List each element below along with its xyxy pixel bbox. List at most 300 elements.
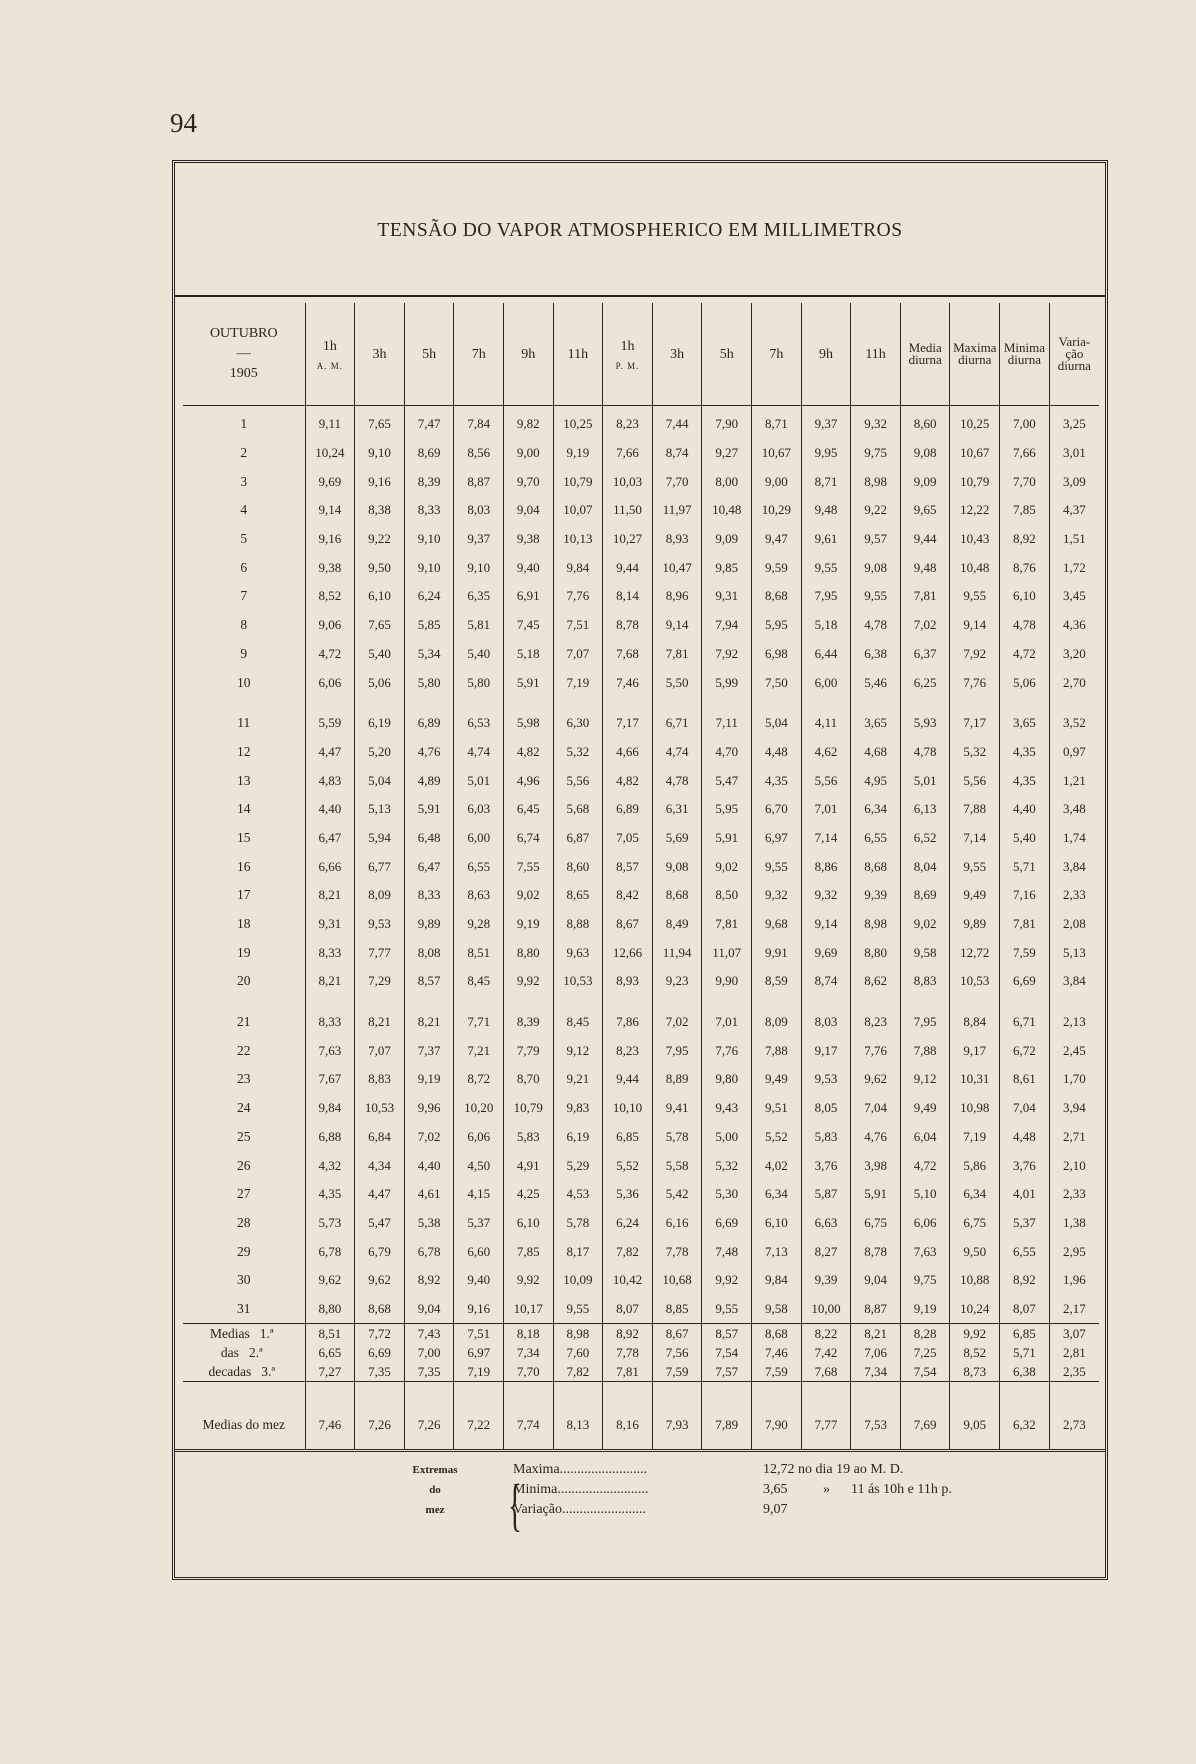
mez-value-cell: 8,16 xyxy=(603,1382,653,1451)
value-cell: 5,06 xyxy=(355,668,405,697)
value-cell: 7,68 xyxy=(603,640,653,669)
value-cell: 5,20 xyxy=(355,738,405,767)
value-cell: 11,07 xyxy=(702,938,752,967)
value-cell: 2,70 xyxy=(1049,668,1099,697)
day-cell: 24 xyxy=(237,1100,251,1116)
value-cell: 5,32 xyxy=(702,1151,752,1180)
value-cell: 8,71 xyxy=(801,467,851,496)
day-cell: 17 xyxy=(237,887,251,903)
value-cell: 9,92 xyxy=(504,967,554,996)
day-cell: 7 xyxy=(240,588,248,604)
value-cell: 9,83 xyxy=(553,1094,603,1123)
value-cell: 10,48 xyxy=(702,496,752,525)
value-cell: 4,72 xyxy=(1000,640,1050,669)
value-cell: 4,50 xyxy=(454,1151,504,1180)
maxima-value: 12,72 no dia 19 ao M. D. xyxy=(763,1462,904,1477)
value-cell: 8,17 xyxy=(553,1237,603,1266)
value-cell: 8,80 xyxy=(504,938,554,967)
value-cell: 9,08 xyxy=(900,439,950,468)
value-cell: 9,12 xyxy=(900,1065,950,1094)
value-cell: 9,04 xyxy=(504,496,554,525)
value-cell: 4,37 xyxy=(1049,496,1099,525)
value-cell: 4,40 xyxy=(305,795,355,824)
value-cell: 6,71 xyxy=(1000,996,1050,1037)
value-cell: 7,14 xyxy=(801,824,851,853)
value-cell: 6,19 xyxy=(553,1123,603,1152)
maxima-line xyxy=(513,1462,647,1478)
value-cell: 5,95 xyxy=(702,795,752,824)
value-cell: 9,41 xyxy=(652,1094,702,1123)
value-cell: 4,47 xyxy=(305,738,355,767)
value-cell: 8,74 xyxy=(652,439,702,468)
value-cell: 4,02 xyxy=(752,1151,802,1180)
value-cell: 9,00 xyxy=(752,467,802,496)
day-cell: 28 xyxy=(237,1214,251,1230)
value-cell: 6,04 xyxy=(900,1123,950,1152)
value-cell: 6,48 xyxy=(404,824,454,853)
value-cell: 9,38 xyxy=(305,553,355,582)
value-cell: 9,16 xyxy=(305,525,355,554)
value-cell: 7,63 xyxy=(305,1036,355,1065)
value-cell: 10,25 xyxy=(950,406,1000,439)
value-cell: 4,96 xyxy=(504,766,554,795)
value-cell: 5,01 xyxy=(900,766,950,795)
hour-label: 7h xyxy=(471,346,486,362)
value-cell: 9,02 xyxy=(702,852,752,881)
value-cell: 6,35 xyxy=(454,582,504,611)
value-cell: 9,17 xyxy=(950,1036,1000,1065)
value-cell: 9,00 xyxy=(504,439,554,468)
decada-value-cell: 7,34 xyxy=(504,1343,554,1362)
value-cell: 7,92 xyxy=(702,640,752,669)
value-cell: 8,78 xyxy=(851,1237,901,1266)
mez-value-cell: 7,26 xyxy=(404,1382,454,1451)
value-cell: 8,69 xyxy=(900,881,950,910)
value-cell: 6,75 xyxy=(851,1209,901,1238)
value-cell: 8,92 xyxy=(404,1266,454,1295)
value-cell: 6,78 xyxy=(305,1237,355,1266)
mez-value-cell: 9,05 xyxy=(950,1382,1000,1451)
value-cell: 8,57 xyxy=(603,852,653,881)
table-row xyxy=(183,553,1099,582)
value-cell: 5,06 xyxy=(1000,668,1050,697)
value-cell: 7,05 xyxy=(603,824,653,853)
value-cell: 2,45 xyxy=(1049,1036,1099,1065)
value-cell: 10,48 xyxy=(950,553,1000,582)
mez-value-cell: 7,77 xyxy=(801,1382,851,1451)
decada-label: Medias xyxy=(209,1326,250,1342)
value-cell: 6,34 xyxy=(950,1180,1000,1209)
value-cell: 6,25 xyxy=(900,668,950,697)
value-cell: 9,49 xyxy=(950,881,1000,910)
decada-value-cell: 6,97 xyxy=(454,1343,504,1362)
value-cell: 10,43 xyxy=(950,525,1000,554)
value-cell: 7,81 xyxy=(652,640,702,669)
hour-label: 3h xyxy=(372,346,387,362)
value-cell: 6,55 xyxy=(851,824,901,853)
decada-label-cell xyxy=(183,1324,305,1344)
value-cell: 6,71 xyxy=(652,697,702,738)
day-cell: 1 xyxy=(240,416,248,432)
value-cell: 5,42 xyxy=(652,1180,702,1209)
value-cell: 5,38 xyxy=(404,1209,454,1238)
value-cell: 7,13 xyxy=(752,1237,802,1266)
value-cell: 4,76 xyxy=(404,738,454,767)
extremas-section xyxy=(175,1449,1105,1582)
value-cell: 9,27 xyxy=(702,439,752,468)
value-cell: 5,56 xyxy=(801,766,851,795)
value-cell: 4,48 xyxy=(752,738,802,767)
table-row xyxy=(183,525,1099,554)
value-cell: 8,61 xyxy=(1000,1065,1050,1094)
value-cell: 3,48 xyxy=(1049,795,1099,824)
value-cell: 6,89 xyxy=(404,697,454,738)
value-cell: 7,81 xyxy=(1000,910,1050,939)
value-cell: 6,24 xyxy=(404,582,454,611)
value-cell: 9,08 xyxy=(652,852,702,881)
mez-value-cell: 7,53 xyxy=(851,1382,901,1451)
hour-label: 9h xyxy=(521,346,536,362)
value-cell: 10,07 xyxy=(553,496,603,525)
value-cell: 9,57 xyxy=(851,525,901,554)
decada-value-cell: 8,73 xyxy=(950,1362,1000,1382)
value-cell: 9,10 xyxy=(454,553,504,582)
value-cell: 7,21 xyxy=(454,1036,504,1065)
value-cell: 7,70 xyxy=(652,467,702,496)
value-cell: 3,09 xyxy=(1049,467,1099,496)
value-cell: 9,22 xyxy=(355,525,405,554)
value-cell: 5,80 xyxy=(404,668,454,697)
hour-header xyxy=(404,303,454,406)
value-cell: 8,33 xyxy=(404,496,454,525)
value-cell: 5,80 xyxy=(454,668,504,697)
value-cell: 6,91 xyxy=(504,582,554,611)
table-title: TENSÃO DO VAPOR ATMOSPHERICO EM MILLIMETROS xyxy=(377,220,903,241)
value-cell: 9,14 xyxy=(305,496,355,525)
value-cell: 7,50 xyxy=(752,668,802,697)
value-cell: 7,07 xyxy=(355,1036,405,1065)
value-cell: 3,94 xyxy=(1049,1094,1099,1123)
value-cell: 8,00 xyxy=(702,467,752,496)
value-cell: 1,74 xyxy=(1049,824,1099,853)
decada-value-cell: 8,68 xyxy=(752,1324,802,1344)
decada-value-cell: 7,00 xyxy=(404,1343,454,1362)
day-cell: 23 xyxy=(237,1071,251,1087)
value-cell: 2,08 xyxy=(1049,910,1099,939)
value-cell: 7,01 xyxy=(702,996,752,1037)
table-row xyxy=(183,1237,1099,1266)
value-cell: 9,84 xyxy=(553,553,603,582)
value-cell: 4,83 xyxy=(305,766,355,795)
value-cell: 9,02 xyxy=(504,881,554,910)
value-cell: 7,45 xyxy=(504,611,554,640)
value-cell: 9,12 xyxy=(553,1036,603,1065)
value-cell: 8,65 xyxy=(553,881,603,910)
value-cell: 4,78 xyxy=(900,738,950,767)
table-row xyxy=(183,1180,1099,1209)
value-cell: 8,03 xyxy=(454,496,504,525)
value-cell: 6,00 xyxy=(454,824,504,853)
value-cell: 6,10 xyxy=(355,582,405,611)
value-cell: 5,13 xyxy=(355,795,405,824)
value-cell: 7,14 xyxy=(950,824,1000,853)
value-cell: 8,76 xyxy=(1000,553,1050,582)
mez-value-cell: 7,89 xyxy=(702,1382,752,1451)
value-cell: 5,86 xyxy=(950,1151,1000,1180)
value-cell: 7,01 xyxy=(801,795,851,824)
value-cell: 9,44 xyxy=(603,553,653,582)
decada-value-cell: 8,57 xyxy=(702,1324,752,1344)
brace: { xyxy=(507,1472,522,1537)
value-cell: 7,48 xyxy=(702,1237,752,1266)
month-header xyxy=(183,303,305,406)
value-cell: 11,50 xyxy=(603,496,653,525)
value-cell: 8,92 xyxy=(1000,525,1050,554)
value-cell: 3,25 xyxy=(1049,406,1099,439)
mez-value-cell: 7,26 xyxy=(355,1382,405,1451)
value-cell: 5,83 xyxy=(504,1123,554,1152)
value-cell: 10,68 xyxy=(652,1266,702,1295)
value-cell: 4,89 xyxy=(404,766,454,795)
value-cell: 6,03 xyxy=(454,795,504,824)
value-cell: 5,94 xyxy=(355,824,405,853)
value-cell: 9,89 xyxy=(950,910,1000,939)
value-cell: 8,93 xyxy=(603,967,653,996)
value-cell: 9,90 xyxy=(702,967,752,996)
decada-value-cell: 7,82 xyxy=(553,1362,603,1382)
value-cell: 6,75 xyxy=(950,1209,1000,1238)
vapor-tension-table xyxy=(183,303,1099,1450)
value-cell: 4,78 xyxy=(851,611,901,640)
value-cell: 10,31 xyxy=(950,1065,1000,1094)
value-cell: 9,10 xyxy=(404,525,454,554)
value-cell: 9,19 xyxy=(553,439,603,468)
decada-value-cell: 8,18 xyxy=(504,1324,554,1344)
value-cell: 9,61 xyxy=(801,525,851,554)
value-cell: 8,23 xyxy=(851,996,901,1037)
value-cell: 9,11 xyxy=(305,406,355,439)
value-cell: 8,74 xyxy=(801,967,851,996)
value-cell: 5,91 xyxy=(504,668,554,697)
variacao-value: 9,07 xyxy=(763,1502,788,1517)
value-cell: 7,85 xyxy=(1000,496,1050,525)
value-cell: 5,34 xyxy=(404,640,454,669)
value-cell: 5,13 xyxy=(1049,938,1099,967)
value-cell: 8,67 xyxy=(603,910,653,939)
value-cell: 9,63 xyxy=(553,938,603,967)
decada-value-cell: 8,67 xyxy=(652,1324,702,1344)
mez-value-cell: 7,46 xyxy=(305,1382,355,1451)
day-cell: 6 xyxy=(240,559,248,575)
table-row xyxy=(183,1209,1099,1238)
value-cell: 1,70 xyxy=(1049,1065,1099,1094)
value-cell: 10,88 xyxy=(950,1266,1000,1295)
value-cell: 7,88 xyxy=(950,795,1000,824)
day-cell: 19 xyxy=(237,944,251,960)
value-cell: 5,47 xyxy=(355,1209,405,1238)
value-cell: 4,36 xyxy=(1049,611,1099,640)
value-cell: 10,09 xyxy=(553,1266,603,1295)
decada-row xyxy=(183,1362,1099,1382)
day-cell: 18 xyxy=(237,916,251,932)
value-cell: 9,10 xyxy=(355,439,405,468)
decada-value-cell: 6,85 xyxy=(1000,1324,1050,1344)
value-cell: 6,97 xyxy=(752,824,802,853)
decada-value-cell: 6,38 xyxy=(1000,1362,1050,1382)
value-cell: 8,33 xyxy=(305,938,355,967)
value-cell: 9,43 xyxy=(702,1094,752,1123)
value-cell: 7,02 xyxy=(900,611,950,640)
value-cell: 2,33 xyxy=(1049,881,1099,910)
minima-line xyxy=(513,1482,648,1498)
value-cell: 10,79 xyxy=(553,467,603,496)
value-cell: 4,78 xyxy=(652,766,702,795)
header-row xyxy=(183,303,1099,406)
decada-value-cell: 7,81 xyxy=(603,1362,653,1382)
value-cell: 4,76 xyxy=(851,1123,901,1152)
value-cell: 9,58 xyxy=(752,1295,802,1324)
table-row xyxy=(183,467,1099,496)
table-row xyxy=(183,938,1099,967)
value-cell: 4,35 xyxy=(305,1180,355,1209)
value-cell: 10,24 xyxy=(950,1295,1000,1324)
value-cell: 8,68 xyxy=(652,881,702,910)
value-cell: 5,29 xyxy=(553,1151,603,1180)
decada-value-cell: 7,19 xyxy=(454,1362,504,1382)
value-cell: 9,92 xyxy=(504,1266,554,1295)
mez-value-cell: 7,90 xyxy=(752,1382,802,1451)
value-cell: 9,55 xyxy=(851,582,901,611)
day-cell: 22 xyxy=(237,1042,251,1058)
table-row xyxy=(183,824,1099,853)
value-cell: 5,59 xyxy=(305,697,355,738)
extremas-label: do xyxy=(429,1484,441,1496)
value-cell: 4,82 xyxy=(504,738,554,767)
value-cell: 9,04 xyxy=(851,1266,901,1295)
value-cell: 8,72 xyxy=(454,1065,504,1094)
value-cell: 5,73 xyxy=(305,1209,355,1238)
value-cell: 2,71 xyxy=(1049,1123,1099,1152)
table-row xyxy=(183,910,1099,939)
leader-dots: ......................... xyxy=(559,1462,648,1477)
value-cell: 7,76 xyxy=(950,668,1000,697)
decada-label: das xyxy=(220,1345,239,1361)
value-cell: 7,16 xyxy=(1000,881,1050,910)
value-cell: 5,46 xyxy=(851,668,901,697)
value-cell: 9,55 xyxy=(801,553,851,582)
value-cell: 5,85 xyxy=(404,611,454,640)
variacao-line xyxy=(513,1502,646,1518)
value-cell: 5,50 xyxy=(652,668,702,697)
value-cell: 7,82 xyxy=(603,1237,653,1266)
value-cell: 7,46 xyxy=(603,668,653,697)
value-cell: 7,11 xyxy=(702,697,752,738)
value-cell: 5,87 xyxy=(801,1180,851,1209)
value-cell: 7,71 xyxy=(454,996,504,1037)
day-cell: 11 xyxy=(237,715,251,731)
decada-value-cell: 5,71 xyxy=(1000,1343,1050,1362)
value-cell: 9,31 xyxy=(702,582,752,611)
table-row xyxy=(183,439,1099,468)
value-cell: 9,28 xyxy=(454,910,504,939)
value-cell: 5,30 xyxy=(702,1180,752,1209)
value-cell: 8,39 xyxy=(404,467,454,496)
value-cell: 8,96 xyxy=(652,582,702,611)
value-cell: 9,31 xyxy=(305,910,355,939)
day-cell: 20 xyxy=(237,973,251,989)
decada-value-cell: 3,07 xyxy=(1049,1324,1099,1344)
value-cell: 6,06 xyxy=(900,1209,950,1238)
value-cell: 9,48 xyxy=(801,496,851,525)
value-cell: 8,33 xyxy=(305,996,355,1037)
value-cell: 9,48 xyxy=(900,553,950,582)
value-cell: 8,80 xyxy=(305,1295,355,1324)
value-cell: 4,66 xyxy=(603,738,653,767)
value-cell: 6,69 xyxy=(702,1209,752,1238)
value-cell: 8,33 xyxy=(404,881,454,910)
value-cell: 9,40 xyxy=(504,553,554,582)
value-cell: 9,55 xyxy=(553,1295,603,1324)
day-cell: 29 xyxy=(237,1243,251,1259)
value-cell: 4,72 xyxy=(305,640,355,669)
value-cell: 9,80 xyxy=(702,1065,752,1094)
value-cell: 7,78 xyxy=(652,1237,702,1266)
hour-header xyxy=(553,303,603,406)
value-cell: 9,50 xyxy=(355,553,405,582)
decada-value-cell: 8,51 xyxy=(305,1324,355,1344)
day-cell: 12 xyxy=(237,743,251,759)
value-cell: 6,85 xyxy=(603,1123,653,1152)
value-cell: 8,78 xyxy=(603,611,653,640)
decada-value-cell: 7,54 xyxy=(702,1343,752,1362)
maxima-label: Maxima xyxy=(513,1462,560,1477)
value-cell: 4,40 xyxy=(1000,795,1050,824)
value-cell: 9,84 xyxy=(752,1266,802,1295)
value-cell: 8,68 xyxy=(752,582,802,611)
value-cell: 5,47 xyxy=(702,766,752,795)
medias-mez-row xyxy=(183,1382,1099,1451)
value-cell: 2,95 xyxy=(1049,1237,1099,1266)
maxima-header: Maxima diurna xyxy=(950,303,1000,406)
value-cell: 1,51 xyxy=(1049,525,1099,554)
value-cell: 6,10 xyxy=(504,1209,554,1238)
day-cell: 30 xyxy=(237,1272,251,1288)
value-cell: 6,55 xyxy=(454,852,504,881)
value-cell: 4,48 xyxy=(1000,1123,1050,1152)
table-row xyxy=(183,881,1099,910)
value-cell: 9,21 xyxy=(553,1065,603,1094)
value-cell: 6,10 xyxy=(1000,582,1050,611)
value-cell: 9,69 xyxy=(801,938,851,967)
value-cell: 5,40 xyxy=(454,640,504,669)
value-cell: 7,19 xyxy=(950,1123,1000,1152)
value-cell: 9,85 xyxy=(702,553,752,582)
value-cell: 10,53 xyxy=(553,967,603,996)
hour-header xyxy=(801,303,851,406)
value-cell: 8,14 xyxy=(603,582,653,611)
value-cell: 6,00 xyxy=(801,668,851,697)
value-cell: 6,34 xyxy=(752,1180,802,1209)
value-cell: 8,85 xyxy=(652,1295,702,1324)
value-cell: 7,04 xyxy=(1000,1094,1050,1123)
value-cell: 8,98 xyxy=(851,910,901,939)
day-cell: 26 xyxy=(237,1157,251,1173)
value-cell: 7,76 xyxy=(702,1036,752,1065)
decada-mark: 2.ª xyxy=(248,1345,263,1361)
value-cell: 9,95 xyxy=(801,439,851,468)
value-cell: 5,99 xyxy=(702,668,752,697)
value-cell: 7,77 xyxy=(355,938,405,967)
